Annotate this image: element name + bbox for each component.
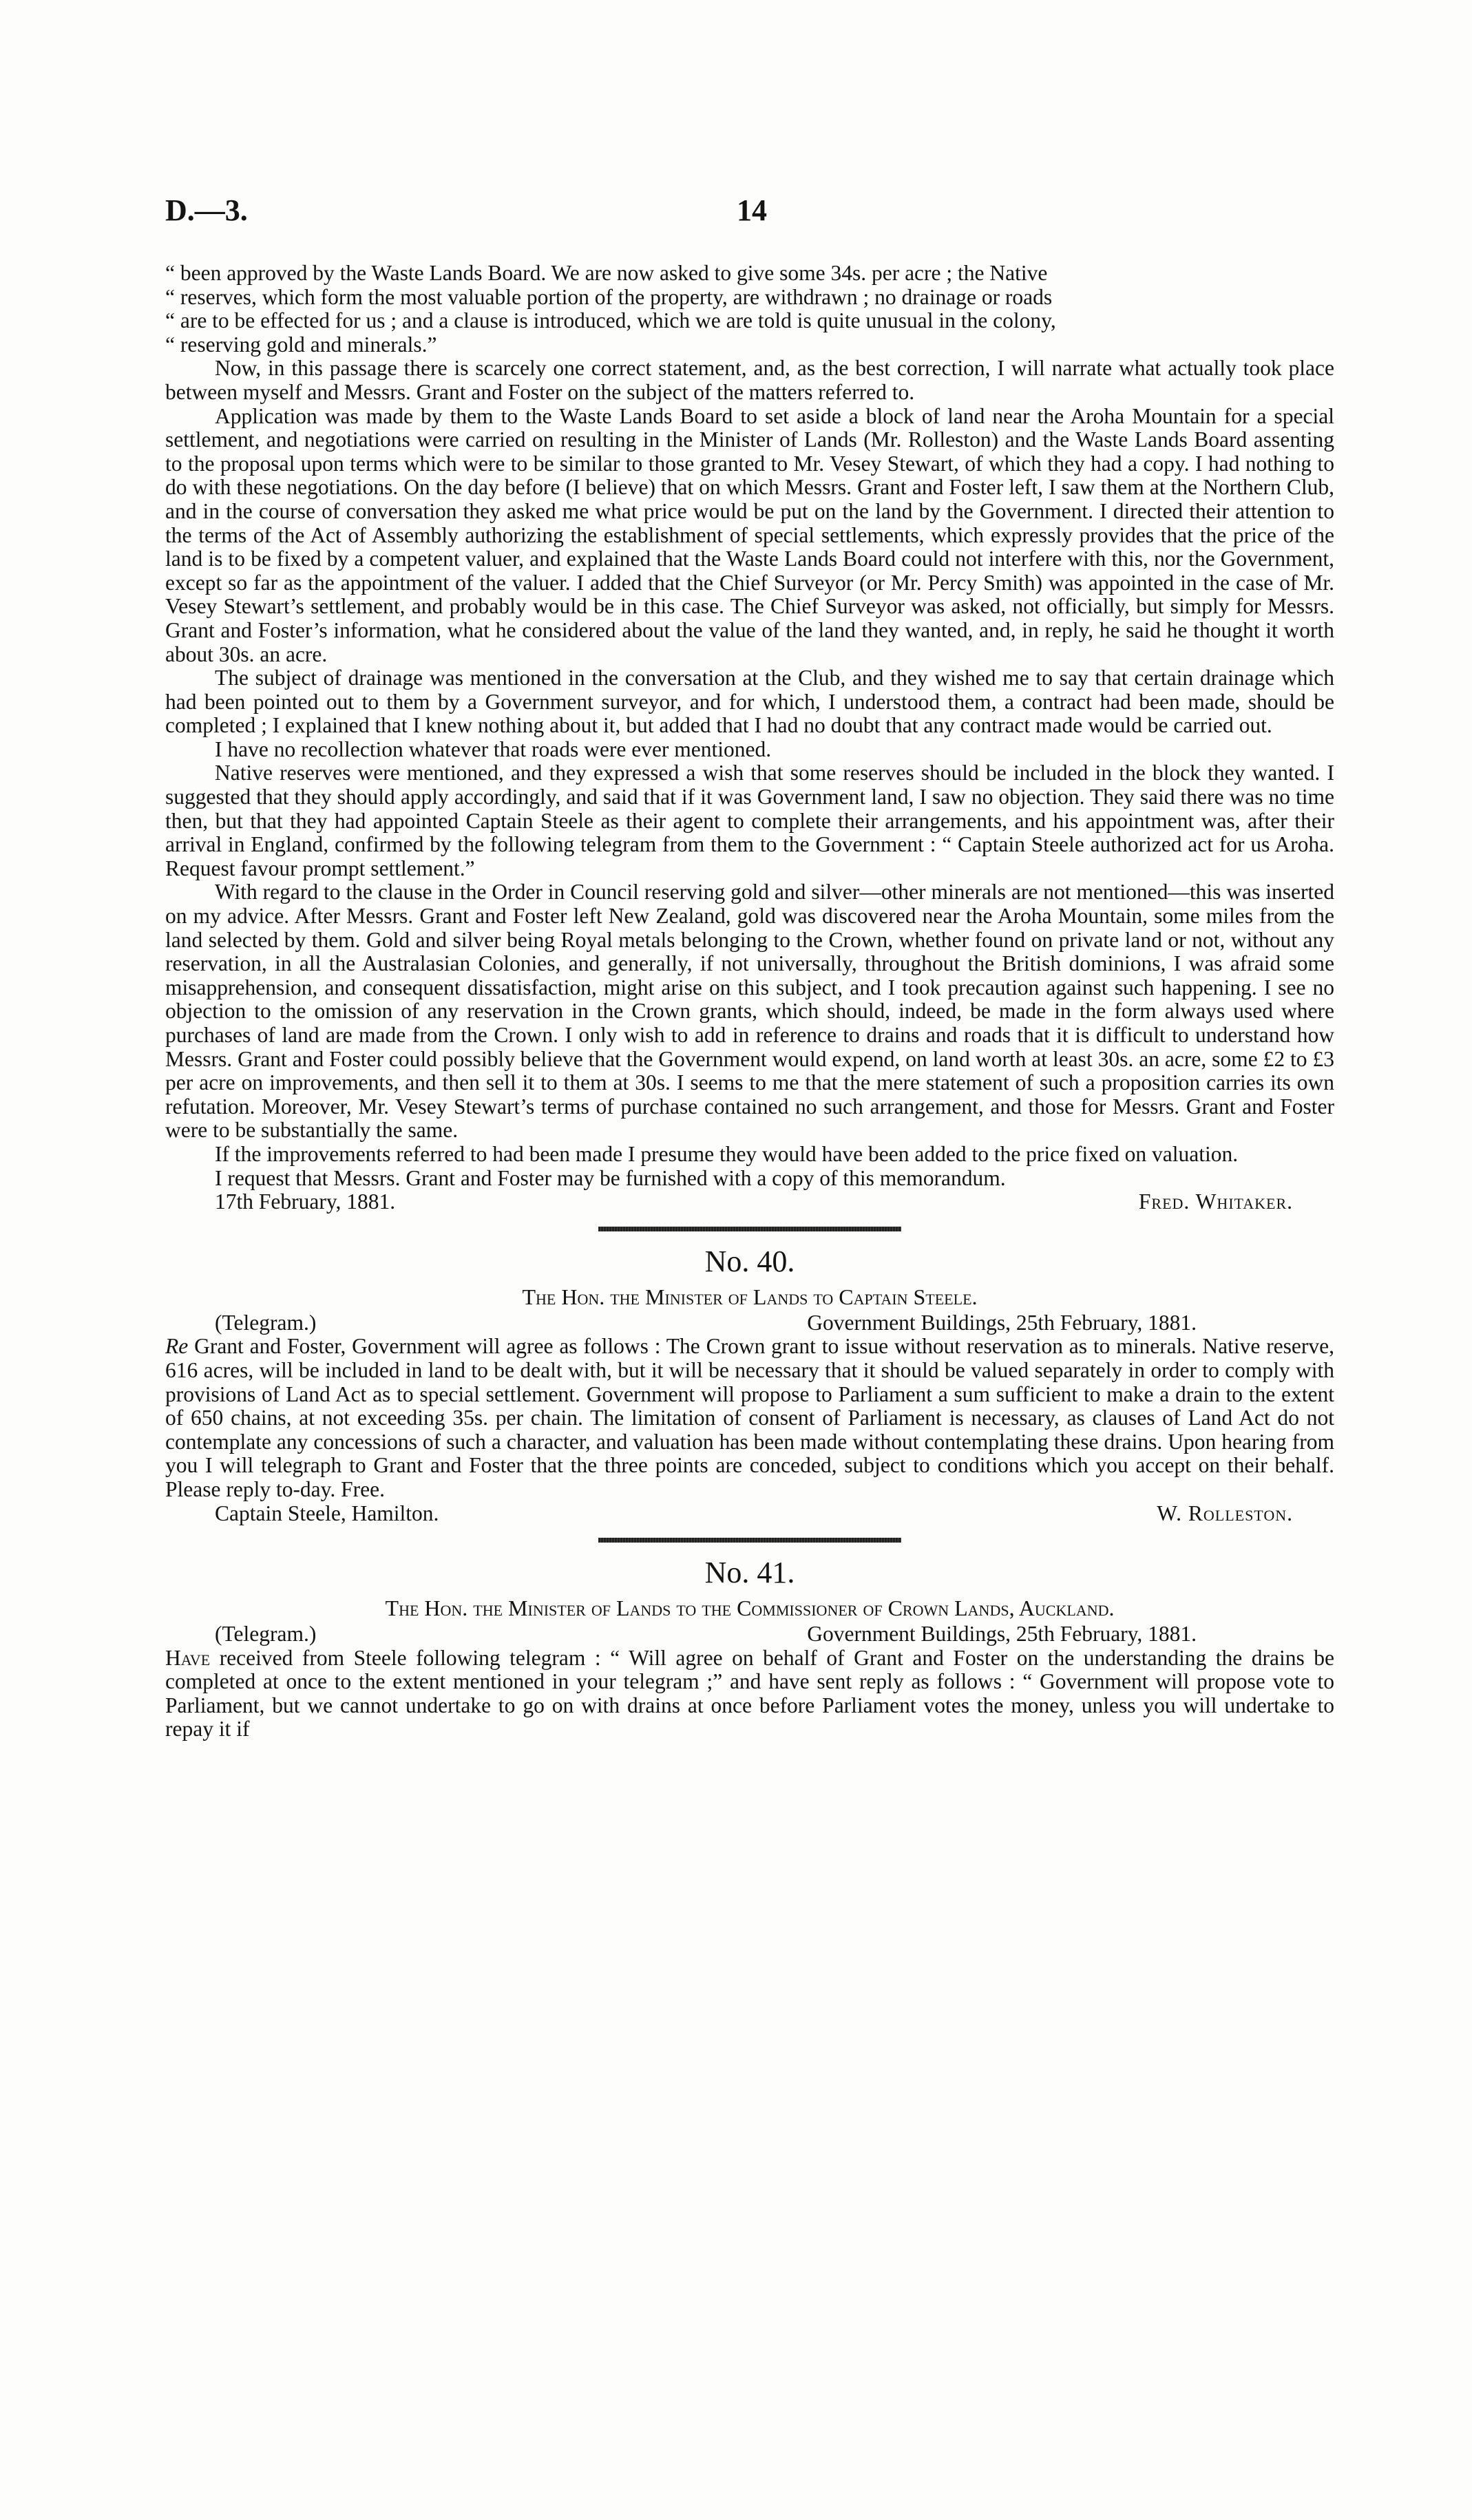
section-number-41: No. 41. <box>704 1556 795 1590</box>
quote-line: “ been approved by the Waste Lands Board. We are now asked to give some 34s. per acre ; the Native <box>165 261 1048 285</box>
telegram-addressee: Captain Steele, Hamilton. <box>215 1501 439 1525</box>
telegram-lead-word: Have <box>165 1645 211 1670</box>
section-number-40: No. 40. <box>704 1244 795 1278</box>
telegram-text: received from Steele following telegram : “ Will agree on behalf of Grant and Foster on the understanding the drains be completed at once to the extent mentioned in your telegram ;” and have sent reply as follows : “ Government will propose vote to Parliament, but we cannot undertake to go on with drains at once before Parliament votes the money, unless you will undertake to repay it if <box>165 1645 1335 1741</box>
running-head <box>165 193 1336 234</box>
section-divider <box>598 1538 901 1543</box>
quote-line: “ reserving gold and minerals.” <box>165 332 437 357</box>
section-heading-41: The Hon. the Minister of Lands to the Commissioner of Crown Lands, Auckland. <box>385 1596 1115 1621</box>
telegram-signature: W. Rolleston. <box>1157 1501 1293 1525</box>
telegram-label: (Telegram.) <box>215 1310 317 1335</box>
re-label: Re <box>165 1334 189 1359</box>
paragraph: I request that Messrs. Grant and Foster may be furnished with a copy of this memorandum. <box>215 1165 1006 1190</box>
quote-line: “ reserves, which form the most valuable portion of the property, are withdrawn ; no drainage or roads <box>165 284 1053 309</box>
telegram-place-date: Government Buildings, 25th February, 1881. <box>807 1622 1197 1647</box>
paragraph: Now, in this passage there is scarcely one correct statement, and, as the best correction, I will narrate what actually took place between myself and Messrs. Grant and Foster on the subject of the matters referred to. <box>165 356 1334 404</box>
paragraph: If the improvements referred to had been made I presume they would have been added to the price fixed on valuation. <box>215 1141 1239 1166</box>
page-code: D.—3. <box>165 193 248 227</box>
paragraph: Native reserves were mentioned, and they expressed a wish that some reserves should be included in the block they wanted. I suggested that they should apply accordingly, and said that if it was Government land, I saw no objection. They said there was no time then, but that they had appointed Captain Steele as their agent to complete their arrangements, and his appointment was, after their arrival in England, confirmed by the following telegram from them to the Government : “ Captain Steele authorized act for us Aroha. Request favour prompt settlement.” <box>165 761 1334 880</box>
paragraph: I have no recollection whatever that roads were ever mentioned. <box>215 737 772 761</box>
telegram-place-date: Government Buildings, 25th February, 1881. <box>807 1310 1197 1335</box>
quote-line: “ are to be effected for us ; and a clause is introduced, which we are told is quite unusual in the colony, <box>165 308 1056 333</box>
page-number: 14 <box>737 193 767 227</box>
body-text <box>165 262 1334 1741</box>
paragraph: With regard to the clause in the Order in Council reserving gold and silver—other minerals are not mentioned—this was inserted on my advice. After Messrs. Grant and Foster left New Zealand, gold was discovered near the Aroha Mountain, some miles from the land selected by them. Gold and silver being Royal metals belonging to the Crown, whether found on private land or not, without any reservation, in all the Australasian Colonies, and generally, if not universally, throughout the British dominions, I was afraid some misapprehension, and consequent dissatisfaction, might arise on this subject, and I took precaution against such happening. I see no objection to the omission of any reservation in the Crown grants, which should, indeed, be made in the form always used where purchases of land are made from the Crown. I only wish to add in reference to drains and roads that it is difficult to understand how Messrs. Grant and Foster could possibly believe that the Government would expend, on land worth at least 30s. an acre, some £2 to £3 per acre on improvements, and then sell it to them at 30s. I seems to me that the mere statement of such a proposition carries its own refutation. Moreover, Mr. Vesey Stewart’s terms of purchase contained no such arrangement, and those for Messrs. Grant and Foster were to be substantially the same. <box>165 880 1334 1143</box>
telegram-header-41 <box>165 1622 1334 1647</box>
paragraph: The subject of drainage was mentioned in the conversation at the Club, and they wished me to say that certain drainage which had been pointed out to them by a Government surveyor, and for which, I understood them, a contract had been made, should be completed ; I explained that I knew nothing about it, but added that I had no doubt that any contract made would be carried out. <box>165 666 1334 738</box>
telegram-text: Grant and Foster, Government will agree as follows : The Crown grant to issue without reservation as to minerals. Native reserve, 616 acres, will be included in land to be dealt with, but it will be necessary that it should be valued separately in order to comply with provisions of Land Act as to special settlement. Government will propose to Parliament a sum sufficient to make a drain to the extent of 650 chains, at not exceeding 35s. per chain. The limitation of consent of Parliament is necessary, as clauses of Land Act do not contemplate any concessions of such a character, and valuation has been made without contemplating these drains. Upon hearing from you I will telegraph to Grant and Foster that the three points are conceded, subject to conditions which you accept on their behalf. Please reply to-day. Free. <box>165 1334 1334 1501</box>
paragraph: Application was made by them to the Waste Lands Board to set aside a block of land near the Aroha Mountain for a special settlement, and negotiations were carried on resulting in the Minister of Lands (Mr. Rolleston) and the Waste Lands Board assenting to the proposal upon terms which were to be similar to those granted to Mr. Vesey Stewart, of which they had a copy. I had nothing to do with these negotiations. On the day before (I believe) that on which Messrs. Grant and Foster left, I saw them at the Northern Club, and in the course of conversation they asked me what price would be put on the land by the Government. I directed their attention to the terms of the Act of Assembly authorizing the establishment of special settlements, which expressly provides that the price of the land is to be fixed by a competent valuer, and explained that the Waste Lands Board could not interfere with this, nor the Government, except so far as the appointment of the valuer. I added that the Chief Surveyor (or Mr. Percy Smith) was appointed in the case of Mr. Vesey Stewart’s settlement, and probably would be in this case. The Chief Surveyor was asked, not officially, but simply for Messrs. Grant and Foster’s information, what he considered about the value of the land they wanted, and, in reply, he said he thought it worth about 30s. an acre. <box>165 403 1334 666</box>
memo-date: 17th February, 1881. <box>215 1189 396 1214</box>
telegram-body-40 <box>165 1335 1334 1501</box>
telegram-body-41 <box>165 1647 1334 1741</box>
telegram-footer-40 <box>165 1502 1334 1526</box>
telegram-label: (Telegram.) <box>215 1622 317 1647</box>
telegram-header-40 <box>165 1311 1334 1335</box>
section-heading-40: The Hon. the Minister of Lands to Captain Steele. <box>522 1284 978 1309</box>
memo-signature: Fred. Whitaker. <box>1138 1189 1293 1214</box>
section-divider <box>598 1227 901 1231</box>
memo-footer <box>165 1190 1334 1214</box>
